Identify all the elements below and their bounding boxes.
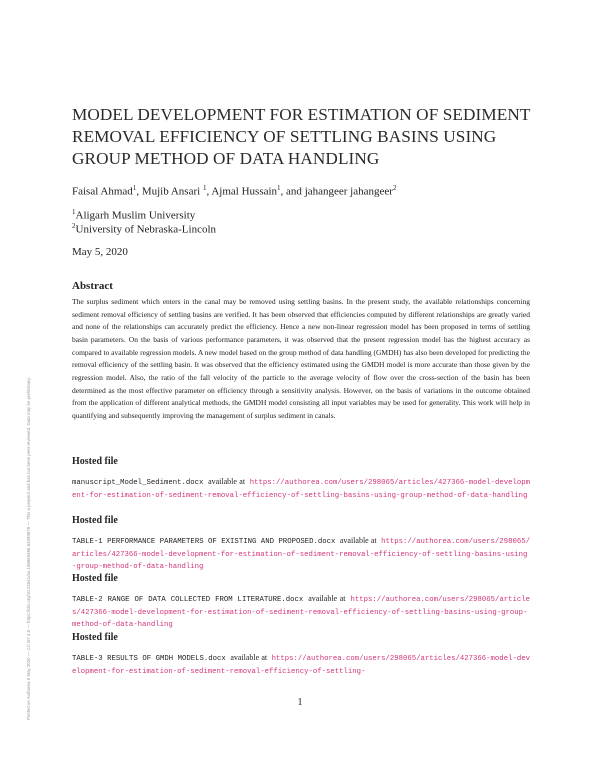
hosted-file-link[interactable]: https://authorea.com/users/298065/articles/427366-model-development-for-estimation-of-sediment-removal-efficiency-of-settling-basins-using-group-method-of-data-handling: [72, 596, 531, 630]
hosted-file-entry: TABLE-2 RANGE OF DATA COLLECTED FROM LITERATURE.docx available at https://authorea.com/users/298065/articles/427366-model-development-for-estimation-of-sediment-removal-efficiency-of-settling-basins-using-group-method-of-data-handling: [72, 594, 531, 630]
paper-title: MODEL DEVELOPMENT FOR ESTIMATION OF SEDIMENT REMOVAL EFFICIENCY OF SETTLING BASINS USING GROUP METHOD OF DATA HANDLING: [72, 105, 531, 168]
hosted-file-name: TABLE-1 PERFORMANCE PARAMETERS OF EXISTING AND PROPOSED.docx: [72, 538, 336, 546]
abstract-body: The surplus sediment which enters in the canal may be removed using settling basins. In the present study, the available relationships concerning sediment removal efficiency of settling basins are verified. It has been observed that efficiencies computed by different relationships are greatly varied and none of the relationships can accurately predict the efficiency. Hence a new non-linear regression model has been proposed in terms of settling basin parameters. On the basis of various performance parameters, it was observed that the present regression model has the highest accuracy as compared to available regression models. A new model based on the group method of data handling (GMDH) has also been developed for predicting the removal efficiency of the settling basin. It was observed that the efficiency estimated using the GMDH model is more accurate than those given by the regression model. Also, the ratio of the fall velocity of the particle to the average velocity of flow over the cross-section of the basin has been determined as the most effective parameter on efficiency through a sensitivity analysis. However, on the basis of variations in the outcome obtained from the application of different analytical methods, the GMDH model consisting all input variables may be used for generality. This work will help in quantifying and subsequently improving the management of surplus sediment in canals.: [72, 297, 530, 420]
hosted-file-name: TABLE-3 RESULTS OF GMDH MODELS.docx: [72, 655, 226, 663]
author-name: Ajmal Hussain: [211, 185, 278, 198]
hosted-file-entry: manuscript_Model_Sediment.docx available at https://authorea.com/users/298065/articles/427366-model-development-for-estimation-of-sediment-removal-efficiency-of-settling-basins-using-group-method-of-data-handling: [72, 477, 530, 500]
hosted-file-entry: TABLE-1 PERFORMANCE PARAMETERS OF EXISTING AND PROPOSED.docx available at https://authorea.com/users/298065/articles/427366-model-development-for-estimation-of-sediment-removal-efficiency-of-settling-basins-using-group-method-of-data-handling: [72, 536, 530, 572]
hosted-file-section: [72, 573, 530, 632]
hosted-file-link[interactable]: https://authorea.com/users/298065/articles/427366-model-development-for-estimation-of-sediment-removal-efficiency-of-settling-basins-using-group-method-of-data-handling: [72, 479, 530, 500]
hosted-file-heading: Hosted file: [72, 456, 118, 467]
author-affiliation-mark: 1: [132, 184, 137, 192]
affiliation: $^1$Aligarh Muslim University: [72, 208, 196, 222]
publication-date: May 5, 2020: [72, 246, 128, 258]
page-number: 1: [297, 697, 303, 708]
hosted-file-name: TABLE-2 RANGE OF DATA COLLECTED FROM LITERATURE.docx: [72, 596, 304, 604]
hosted-file-heading: Hosted file: [72, 515, 118, 526]
author-affiliation-mark: 1: [277, 184, 281, 192]
abstract-heading: Abstract: [72, 280, 113, 292]
author-list: Faisal Ahmad$^1$, Mujib Ansari $^1$, Ajmal Hussain$^1$, and jahangeer jahangeer$^2$: [72, 184, 397, 198]
hosted-file-section: [72, 456, 530, 502]
side-watermark-text: Posted on Authorea 5 May 2020 — CC BY 4.0 — https://doi.org/10.22541/au.158869485.53399878 — This a preprint and has not been peer reviewed. Data may be preliminary.: [26, 377, 31, 720]
author-name: Mujib Ansari: [141, 185, 201, 198]
author-name: jahangeer jahangeer: [304, 185, 393, 198]
hosted-file-name: manuscript_Model_Sediment.docx: [72, 479, 204, 487]
hosted-file-entry: TABLE-3 RESULTS OF GMDH MODELS.docx available at https://authorea.com/users/298065/articles/427366-model-development-for-estimation-of-sediment-removal-efficiency-of-settling-: [72, 653, 530, 676]
hosted-file-section: [72, 515, 530, 574]
author-name: Faisal Ahmad: [72, 185, 133, 198]
hosted-file-link[interactable]: https://authorea.com/users/298065/articles/427366-model-development-for-estimation-of-sediment-removal-efficiency-of-settling-basins-using-group-method-of-data-handling: [72, 538, 530, 572]
author-affiliation-mark: 1: [202, 184, 207, 192]
author-affiliation-mark: 2: [392, 184, 397, 192]
hosted-file-heading: Hosted file: [72, 573, 118, 584]
hosted-file-section: [72, 632, 530, 678]
affiliation: $^2$University of Nebraska-Lincoln: [72, 222, 217, 236]
hosted-file-heading: Hosted file: [72, 632, 118, 643]
side-watermark: [22, 270, 38, 720]
hosted-file-link[interactable]: https://authorea.com/users/298065/articles/427366-model-development-for-estimation-of-sediment-removal-efficiency-of-settling-: [72, 655, 530, 676]
